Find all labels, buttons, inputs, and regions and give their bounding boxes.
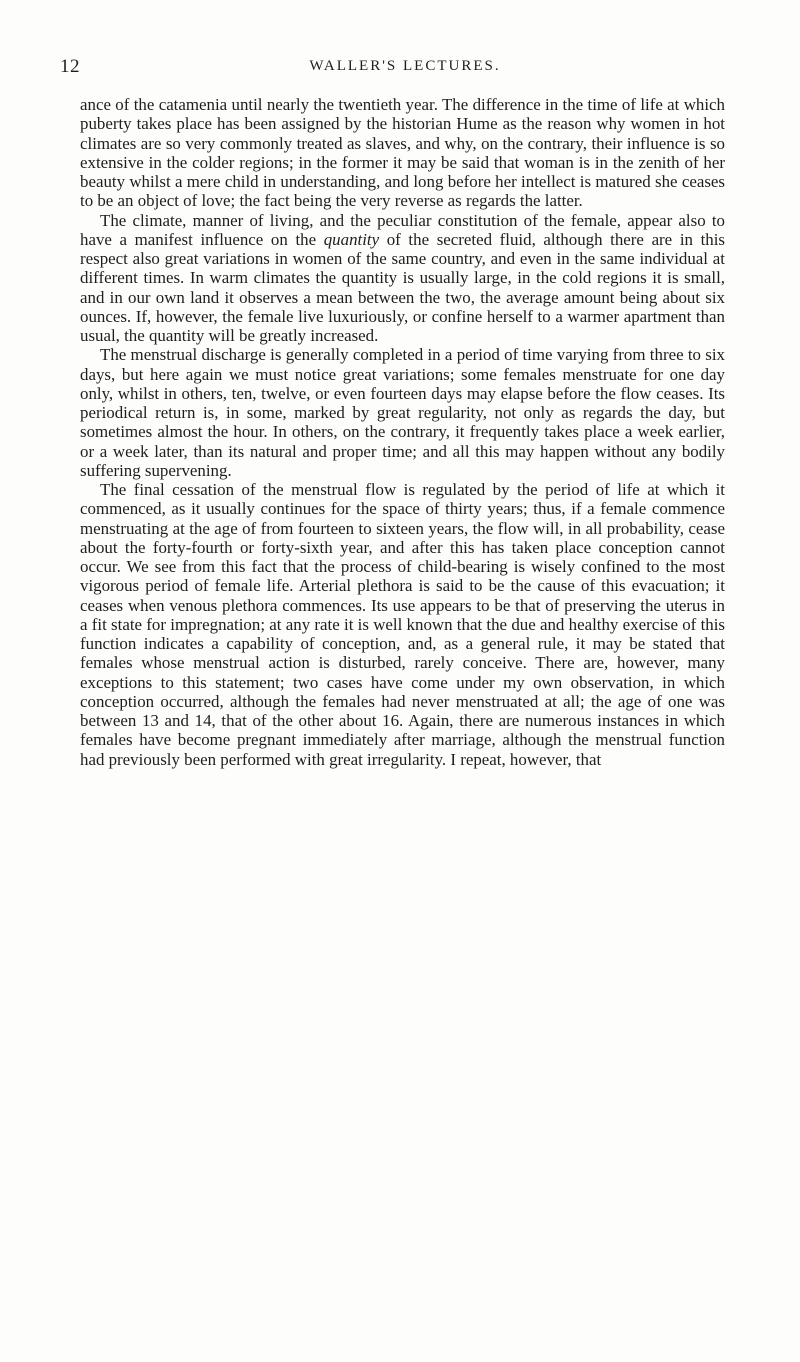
running-head-title: WALLER'S LECTURES. — [309, 58, 501, 74]
text-segment: The climate, manner of living, and the peculiar constitution of the female, appear also to have a manifest influence on the — [80, 210, 725, 249]
paragraph — [80, 480, 725, 769]
text-segment: The menstrual discharge is generally completed in a period of time varying from three to six days, but here again we must notice great variations; some females menstruate for one day only, whilst in others, ten, twelve, or even fourteen days may elapse before the flow ceases. Its periodical return is, in some, marked by great regularity, not only as regards the day, but sometimes almost the hour. In others, on the contrary, it frequently takes place a week earlier, or a week later, than its natural and proper time; and all this may happen without any bodily suffering supervening. — [80, 345, 725, 480]
text-segment: The final cessation of the menstrual flow is regulated by the period of life at which it commenced, as it usually continues for the space of thirty years; thus, if a female commence menstruating at the age of from fourteen to sixteen years, the flow will, in all probability, cease about the forty-fourth or forty-sixth year, and after this has taken place conception cannot occur. We see from this fact that the process of child-bearing is wisely confined to the most vigorous period of female life. Arterial plethora is said to be the cause of this evacuation; it ceases when venous plethora commences. Its use appears to be that of preserving the uterus in a fit state for impregnation; at any rate it is well known that the due and healthy exercise of this function indicates a capability of conception, and, as a general rule, it may be stated that females whose menstrual action is disturbed, rarely conceive. There are, however, many exceptions to this statement; two cases have come under my own observation, in which conception occurred, although the females had never menstruated at all; the age of one was between 13 and 14, that of the other about 16. Again, there are numerous instances in which females have become pregnant immediately after marriage, although the menstrual function had previously been performed with great irregularity. I repeat, however, that — [80, 480, 725, 769]
body-text — [80, 95, 725, 769]
italic-term: quantity — [323, 229, 380, 249]
paragraph — [80, 345, 725, 480]
running-head — [60, 56, 750, 86]
text-segment: ance of the catamenia until nearly the twentieth year. The difference in the time of life at which puberty takes place has been assigned by the historian Hume as the reason why women in hot climates are so very commonly treated as slaves, and why, on the contrary, their influence is so extensive in the colder regions; in the former it may be said that woman is in the zenith of her beauty whilst a mere child in understanding, and long before her intellect is matured she ceases to be an object of love; the fact being the very reverse as regards the latter. — [80, 95, 725, 211]
text-segment: of the secreted fluid, although there are in this respect also great variations in women of the same country, and even in the same individual at different times. In warm climates the quantity is usually large, in the cold regions it is small, and in our own land it observes a mean between the two, the average amount being about six ounces. If, however, the female live luxuriously, or confine herself to a warmer apartment than usual, the quantity will be greatly increased. — [80, 229, 725, 345]
paragraph — [80, 95, 725, 211]
page-number: 12 — [60, 56, 80, 77]
paragraph — [80, 211, 725, 346]
